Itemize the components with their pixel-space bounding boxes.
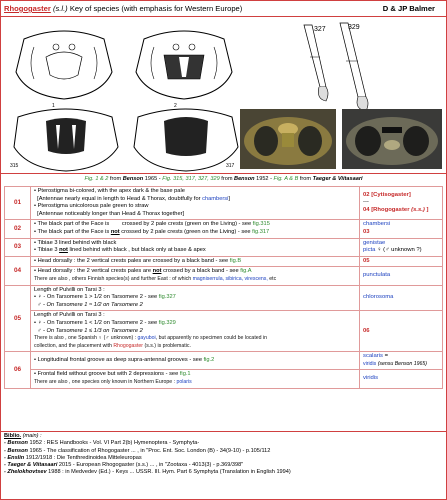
genus-scope: (s.l.) — [50, 4, 70, 13]
biblio-item: - Zhelokhovtsev 1988 : in Medvedev (Ed.) - Keys ... USSR. III. Hym. Part 6 Symphyta (Translation in English 1994) — [4, 469, 291, 476]
couplet-result: 05 — [360, 256, 443, 267]
couplet-result: viridis — [360, 370, 443, 388]
couplet-number: 02 — [5, 220, 31, 238]
couplet-result: chambersi 03 — [360, 220, 443, 238]
page-title: Key of species (with emphasis for Western Europe) — [69, 4, 243, 13]
authors: D & JP Balmer — [382, 4, 435, 13]
fig-329-label: 329 — [348, 24, 360, 31]
biblio-item: - Benson 1965 - The classification of Rhogogaster ... , in "Proc. Ent. Soc. London (B) - 34(9-10) - p.105/112 — [4, 447, 271, 454]
genus-name: Rhogogaster — [4, 4, 51, 13]
biblio-divider — [1, 431, 446, 432]
couplet-06a — [5, 352, 443, 370]
couplet-text: • Tibiae 3 lined behind with black • Tibiae 3 not lined behind with black , but black only at base & apex — [31, 238, 360, 256]
couplet-text: Length of Pulvilli on Tarsi 3 : • ♀ - On Tarsomere 1 < 1/2 on Tarsomere 2 - see fig.329 ♂ - On Tarsomere 1 ≤ 1/3 on Tarsomere 2 There is also , one Spanish ♀ (♂ unknown) : gayuboi, but apparently no specimen could be located in collection, and the placement with Rhogogaster (s.s.) is problematic. — [31, 311, 360, 352]
fig-1-head — [16, 31, 112, 109]
couplet-text: • Head dorsally : the 2 vertical crests pales are crossed by a black band - see fig.B — [31, 256, 360, 267]
couplet-result: 06 — [360, 311, 443, 352]
biblio-item: - Enslin 1912/1918 : Die Tenthredinoidea Mitteleuropas — [4, 454, 142, 461]
couplet-result: punctulata — [360, 267, 443, 285]
couplet-text: • Longitudinal frontal groove as deep supra-antennal grooves - see fig.2 — [31, 352, 360, 370]
figure-caption: Fig. 1 & 2 from Benson 1965 - Fig. 315, 317, 327, 329 from Benson 1952 - Fig. A & B from Taeger & Viitasaari — [84, 176, 363, 182]
photo-b — [342, 109, 442, 173]
couplet-number: 05 — [5, 285, 31, 352]
couplet-05b — [5, 311, 443, 352]
couplet-number: 06 — [5, 352, 31, 388]
couplet-06b — [5, 370, 443, 388]
page-header — [4, 3, 443, 15]
couplet-04b — [5, 267, 443, 285]
couplet-text: • Frontal field without groove but with 2 depressions - see fig.1 There are also , one species only known in Northern Europe : polaris — [31, 370, 360, 388]
couplet-04a — [5, 256, 443, 267]
couplet-03 — [5, 238, 443, 256]
biblio-item: - Benson 1952 : RES Handbooks - Vol. VI Part 2(b) Hymenoptera - Symphyta- — [4, 440, 200, 447]
fig-327-tarsus — [304, 25, 328, 101]
couplet-result: scalaris = viridis (sensu Benson 1965) — [360, 352, 443, 370]
fig-315-face — [10, 109, 118, 171]
identification-key — [4, 186, 443, 389]
couplet-text: • Head dorsally : the 2 vertical crests pales are not crossed by a black band - see fig.A There are also , others Finnish species(s) and further East : of which magniserrula, sibirica, virescens, etc — [31, 267, 360, 285]
couplet-number: 04 — [5, 256, 31, 285]
fig-317-label: 317 — [226, 163, 235, 169]
biblio-item: - Taeger & Viitasaari 2015 - European Rhogogaster (s.s.) ... , in "Zootaxa - 4013(3) - p.369/398" — [4, 462, 244, 469]
figure-panel — [4, 17, 443, 173]
fig-317-face — [134, 109, 238, 171]
couplet-02 — [5, 220, 443, 238]
couplet-result: genistae picta ♀ (♂ unknown ?) — [360, 238, 443, 256]
fig-2-label: 2 — [174, 103, 177, 109]
couplet-text: • Pterostigma bi-colored, with the apex dark & the base pale [Antennae nearly equal in length to Head & Thorax, doubtfully for chambersi] • Pterostigma unicolorous pale green to straw [Antennae noticeably longer than Head & Thorax together] — [31, 187, 360, 220]
fig-327-label: 327 — [314, 26, 326, 33]
figure-drawings — [4, 17, 443, 173]
biblio-title: Biblio. — [4, 433, 22, 439]
couplet-05a — [5, 285, 443, 311]
photo-a — [240, 109, 336, 173]
bibliography: Biblio. (main) : - Benson 1952 : RES Handbooks - Vol. VI Part 2(b) Hymenoptera - Symphyta- - Benson 1965 - The classification of Rhogogaster ... , in "Proc. Ent. Soc. London (B) - 34(9-10) - p.105/112 - Enslin 1912/1918 : Die Tenthredinoidea Mitteleuropas - Taeger & Viitasaari 2015 - European Rhogogaster (s.s.) ... , in "Zootaxa - 4013(3) - p.369/398" - Zhelokhovtsev 1988 : in Medvedev (Ed.) - Keys ... USSR. III. Hym. Part 6 Symphyta (Translation in English 1994) — [4, 433, 443, 477]
couplet-text: Length of Pulvilli on Tarsi 3 : • ♀ - On Tarsomere 1 > 1/2 on Tarsomere 2 - see fig.327 ♂ - On Tarsomere 1 ≈ 1/2 on Tarsomere 2 — [31, 285, 360, 311]
couplet-result: 02 [Cytisogaster] --- 04 [Rhogogaster (s.s.) ] — [360, 187, 443, 220]
fig-329-tarsus — [340, 23, 368, 111]
couplet-01 — [5, 187, 443, 220]
fig-315-label: 315 — [10, 163, 19, 169]
couplet-number: 03 — [5, 238, 31, 256]
fig-2-head — [136, 31, 232, 109]
fig-1-label: 1 — [52, 103, 55, 109]
couplet-result: chlorosoma — [360, 285, 443, 311]
couplet-text: • The black part of the Face is crossed by 2 pale crests (green on the Living) - see fig.315 • The black part of the Face is not crossed by 2 pale crests (green on the Living) - see fig.317 — [31, 220, 360, 238]
couplet-number: 01 — [5, 187, 31, 220]
